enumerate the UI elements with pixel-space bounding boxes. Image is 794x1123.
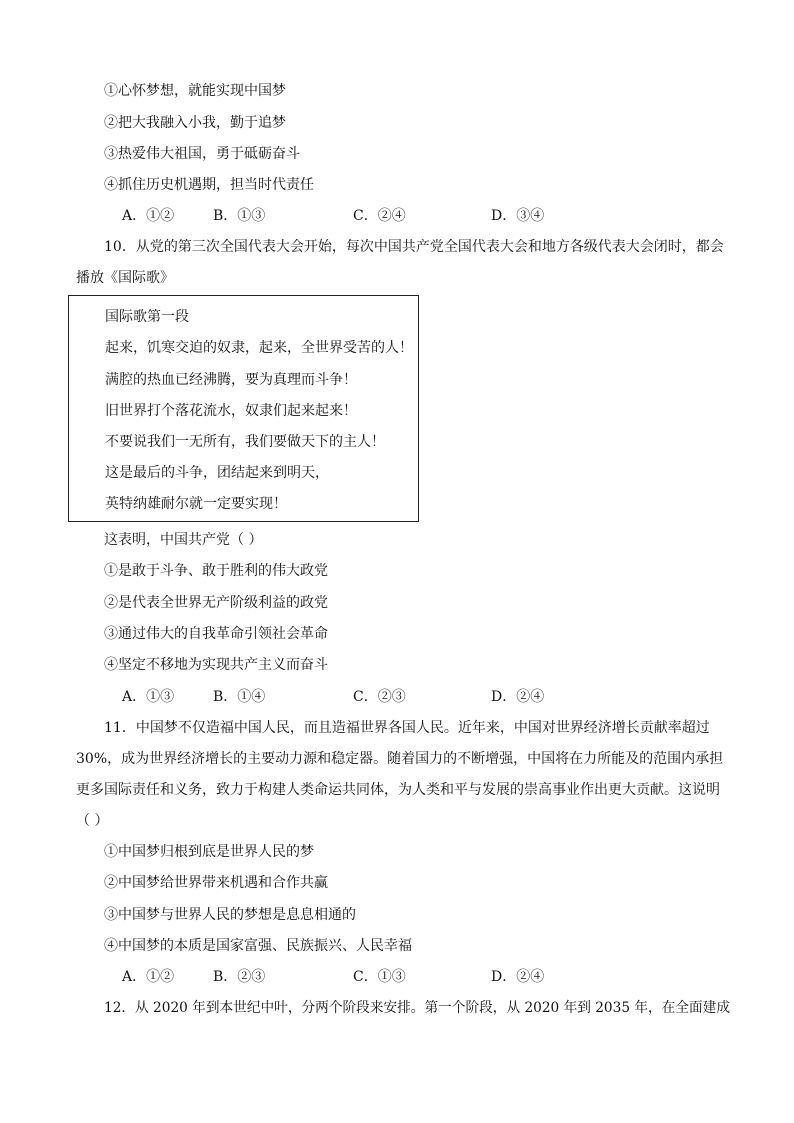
q11-option-a[interactable]: A．①②	[122, 969, 175, 985]
q11-statement-2: ②中国梦给世界带来机遇和合作共赢	[104, 875, 328, 891]
q10-statement-1: ①是敢于斗争、敢于胜利的伟大政党	[104, 563, 328, 579]
q10-prompt: 这表明，中国共产党（ ）	[104, 532, 263, 548]
q11-stem-line-2: 30%，成为世界经济增长的主要动力源和稳定器。随着国力的不断增强，中国将在力所能及的范围内承担	[76, 751, 724, 767]
lyrics-line-4: 不要说我们一无所有，我们要做天下的主人！	[105, 434, 385, 450]
q9-statement-1: ①心怀梦想，就能实现中国梦	[104, 83, 286, 99]
lyrics-line-3: 旧世界打个落花流水，奴隶们起来起来！	[105, 403, 357, 419]
q12-stem-line-1: 12．从 2020 年到本世纪中叶，分两个阶段来安排。第一个阶段，从 2020 年到 2035 年，在全面建成	[104, 1000, 731, 1016]
q10-option-c[interactable]: C．②③	[353, 689, 406, 705]
q11-options	[0, 968, 794, 986]
q10-option-a[interactable]: A．①③	[122, 689, 175, 705]
q11-statement-3: ③中国梦与世界人民的梦想是息息相通的	[104, 907, 356, 923]
lyrics-title: 国际歌第一段	[105, 309, 189, 325]
lyrics-box	[68, 295, 419, 522]
lyrics-line-1: 起来，饥寒交迫的奴隶，起来，全世界受苦的人！	[105, 340, 413, 356]
q11-option-b[interactable]: B．②③	[213, 969, 266, 985]
q11-statement-1: ①中国梦归根到底是世界人民的梦	[104, 844, 314, 860]
q9-statement-3: ③热爱伟大祖国，勇于砥砺奋斗	[104, 146, 300, 162]
q10-statement-3: ③通过伟大的自我革命引领社会革命	[104, 626, 328, 642]
lyrics-line-5: 这是最后的斗争，团结起来到明天，	[105, 465, 329, 481]
q10-statement-4: ④坚定不移地为实现共产主义而奋斗	[104, 657, 328, 673]
q11-statement-4: ④中国梦的本质是国家富强、民族振兴、人民幸福	[104, 938, 412, 954]
q9-option-b[interactable]: B．①③	[213, 208, 266, 224]
q11-stem-line-4: （ ）	[76, 813, 109, 829]
q9-option-a[interactable]: A．①②	[122, 208, 175, 224]
q9-statement-4: ④抓住历史机遇期，担当时代责任	[104, 177, 314, 193]
q10-option-d[interactable]: D．②④	[491, 689, 545, 705]
q9-option-d[interactable]: D．③④	[491, 208, 545, 224]
q10-stem-line-1: 10．从党的第三次全国代表大会开始，每次中国共产党全国代表大会和地方各级代表大会闭时，都会	[104, 239, 724, 255]
q11-stem-line-1: 11．中国梦不仅造福中国人民，而且造福世界各国人民。近年来，中国对世界经济增长贡献率超过	[104, 720, 710, 736]
q11-stem-line-3: 更多国际责任和义务，致力于构建人类命运共同体，为人类和平与发展的崇高事业作出更大贡献。这说明	[76, 782, 720, 798]
lyrics-line-2: 满腔的热血已经沸腾，要为真理而斗争！	[105, 372, 357, 388]
q10-options	[0, 688, 794, 706]
q9-option-c[interactable]: C．②④	[353, 208, 406, 224]
lyrics-line-6: 英特纳雄耐尔就一定要实现！	[105, 496, 287, 512]
q10-statement-2: ②是代表全世界无产阶级利益的政党	[104, 595, 328, 611]
q11-option-d[interactable]: D．②④	[491, 969, 545, 985]
q10-option-b[interactable]: B．①④	[213, 689, 266, 705]
q11-option-c[interactable]: C．①③	[353, 969, 406, 985]
q10-stem-line-2: 播放《国际歌》	[76, 270, 174, 286]
q9-statement-2: ②把大我融入小我，勤于追梦	[104, 115, 286, 131]
q9-options	[0, 207, 794, 225]
